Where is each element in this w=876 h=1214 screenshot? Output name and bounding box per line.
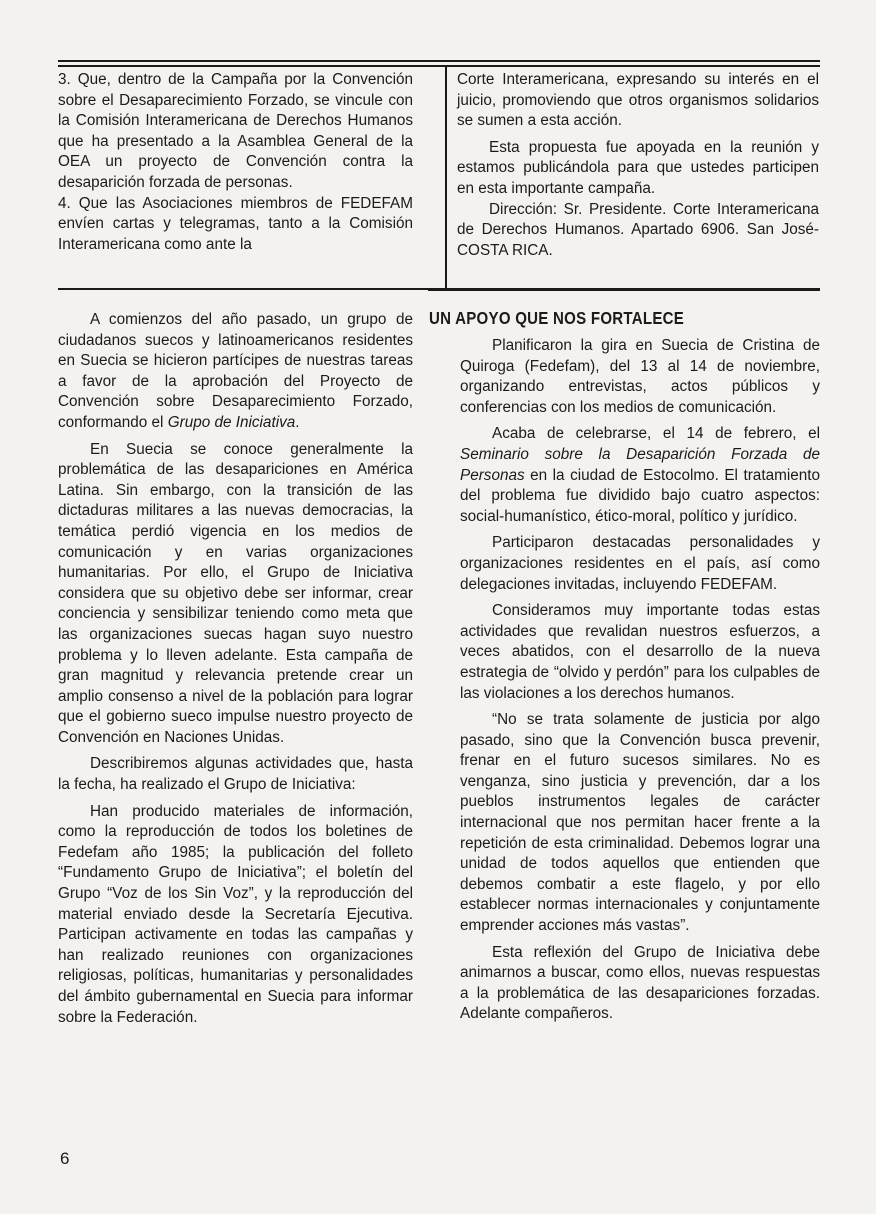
section-heading: UN APOYO QUE NOS FORTALECE (429, 308, 685, 328)
paragraph: Esta propuesta fue apoyada en la reunión y estamos publicándola para que ustedes participen en esta importante campaña. (457, 138, 819, 197)
top-double-rule-upper (58, 60, 820, 62)
main-left-column (58, 310, 413, 1028)
top-double-rule-lower (58, 65, 820, 67)
paragraph: Participaron destacadas personalidades y organizaciones residentes en el país, así como delegaciones invitadas, incluyendo FEDEFAM. (460, 534, 820, 593)
paragraph: A comienzos del año pasado, un grupo de ciudadanos suecos y latinoamericanos residentes en Suecia se hicieron partícipes de nuestras tareas a favor de la aprobación del Proyecto de Convención sobre Desaparecimiento Forzado, conformando el Grupo de Iniciativa. (58, 311, 413, 431)
paragraph: Corte Interamericana, expresando su interés en el juicio, promoviendo que otros organismos solidarios se sumen a esta acción. (457, 71, 819, 130)
list-item-4: 4. Que las Asociaciones miembros de FEDEFAM envíen cartas y telegramas, tanto a la Comisión Interamericana como ante la (58, 194, 413, 253)
paragraph: Consideramos muy importante todas estas actividades que revalidan nuestros esfuerzos, a veces abatidos, con el desarrollo de la nueva estrategia de “olvido y perdón” para los culpables de las violaciones a los derechos humanos. (460, 602, 820, 702)
paragraph: Describiremos algunas actividades que, hasta la fecha, ha realizado el Grupo de Iniciativa: (58, 755, 413, 794)
list-item-3: 3. Que, dentro de la Campaña por la Convención sobre el Desaparecimiento Forzado, se vincule con la Comisión Interamericana de Derechos Humanos que ha presentado a la Asamblea General de la OEA un proyecto de Convención contra la desaparición forzada de personas. (58, 71, 413, 191)
top-column-divider (445, 66, 447, 288)
paragraph: Planificaron la gira en Suecia de Cristina de Quiroga (Fedefam), del 13 al 14 de noviembre, organizando entrevistas, actos públicos y conferencias con los medios de comunicación. (460, 337, 820, 416)
page-number: 6 (60, 1149, 70, 1168)
top-right-column (457, 70, 819, 261)
section-divider-left (58, 288, 428, 290)
address-paragraph: Dirección: Sr. Presidente. Corte Interamericana de Derechos Humanos. Apartado 6906. San José-COSTA RICA. (457, 200, 819, 259)
paragraph: Esta reflexión del Grupo de Iniciativa debe animarnos a buscar, como ellos, nuevas respuestas a la problemática de las desapariciones forzadas. Adelante compañeros. (460, 943, 820, 1023)
paragraph: En Suecia se conoce generalmente la problemática de las desapariciones en América Latina. Sin embargo, con la transición de las dictaduras militares a las nuevas democracias, la temática perdió vigencia en los medios de comunicación y en varias organizaciones humanitarias. Por ello, el Grupo de Iniciativa considera que su objetivo debe ser informar, crear conciencia y sensibilizar teniendo como meta que las organizaciones suecas hagan suyo nuestro problema y lo lleven adelante. Esta campaña de gran magnitud y relevancia pretende crear un amplio consenso a nivel de la población para lograr que el gobierno sueco impulse nuestro proyecto de Convención en Naciones Unidas. (58, 440, 413, 746)
main-right-column (460, 336, 820, 1025)
top-left-column (58, 70, 413, 255)
section-divider-right (428, 288, 820, 291)
paragraph: Acaba de celebrarse, el 14 de febrero, el Seminario sobre la Desaparición Forzada de Personas en la ciudad de Estocolmo. El tratamiento del problema fue dividido bajo cuatro aspectos: social-humanístico, ético-moral, político y jurídico. (460, 425, 820, 525)
quote-paragraph: “No se trata solamente de justicia por algo pasado, sino que la Convención busca prevenir, frenar en el futuro sucesos similares. No es venganza, sino justicia y prevención, dar a los pueblos instrumentos legales de carácter internacional que nos permitan hacer frente a la repetición de esta criminalidad. Debemos lograr una unidad de todos aquellos que entienden que debemos combatir a este flagelo, y por ello establecer normas internacionales y conjuntamente emprender acciones más vastas”. (460, 711, 820, 935)
paragraph: Han producido materiales de información, como la reproducción de todos los boletines de Fedefam año 1985; la publicación del folleto “Fundamento Grupo de Iniciativa”; el boletín del Grupo “Voz de los Sin Voz”, y la reproducción del material enviado desde la Secretaría Ejecutiva. Participan activamente en todas las campañas y han realizado reuniones con organizaciones religiosas, políticas, humanitarias y personalidades del ámbito gubernamental en Suecia para informar sobre la Federación. (58, 802, 413, 1026)
